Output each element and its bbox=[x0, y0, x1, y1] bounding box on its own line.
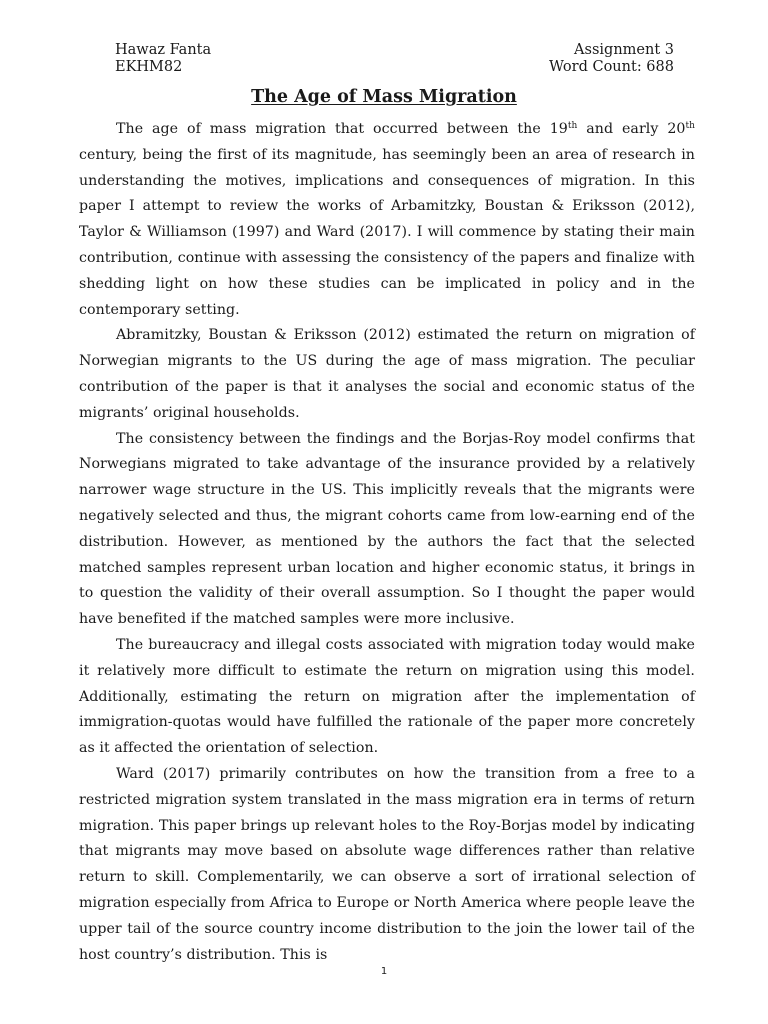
page-title: The Age of Mass Migration bbox=[251, 87, 517, 107]
paragraph-5: Ward (2017) primarily contributes on how the transition from a free to a restricted migration system translated in the mass migration era in terms of return migration. This paper brings up relevant holes to the Roy-Borjas model by indicating that migrants may move based on absolute wage differences rather than relative return to skill. Complementarily, we can observe a sort of irrational selection of migration especially from Africa to Europe or North America where people leave the upper tail of the source country income distribution to the join the lower tail of the host country’s distribution. This is bbox=[79, 765, 695, 963]
paragraph-3: The consistency between the findings and the Borjas-Roy model confirms that Norwegians migrated to take advantage of the insurance provided by a relatively narrower wage structure in the US. This implicitly reveals that the migrants were negatively selected and thus, the migrant cohorts came from low-earning end of the distribution. However, as mentioned by the authors the fact that the selected matched samples represent urban location and higher economic status, it brings in to question the validity of their overall assumption. So I thought the paper would have benefited if the matched samples were more inclusive. bbox=[79, 430, 695, 628]
paragraph-1-text-c: century, being the first of its magnitude, has seemingly been an area of research in understanding the motives, implications and consequences of migration. In this paper I attempt to review the works of Arbamitzky, Boustan & Eriksson (2012), Taylor & Williamson (1997) and Ward (2017). I will commence by stating their main contribution, continue with assessing the consistency of the papers and finalize with shedding light on how these studies can be implicated in policy and in the contemporary setting. bbox=[79, 146, 695, 318]
assignment-label: Assignment 3 bbox=[574, 42, 674, 58]
header-right-block bbox=[549, 42, 674, 76]
course-code: EKHM82 bbox=[115, 59, 183, 75]
ordinal-suffix-20th: th bbox=[685, 121, 695, 131]
ordinal-suffix-19th: th bbox=[567, 121, 578, 131]
paragraph-4: The bureaucracy and illegal costs associated with migration today would make it relatively more difficult to estimate the return on migration using this model. Additionally, estimating the return on migration after the implementation of immigration-quotas would have fulfilled the rationale of the paper more concretely as it affected the orientation of selection. bbox=[79, 636, 695, 757]
author-name: Hawaz Fanta bbox=[115, 42, 212, 58]
paragraph-1 bbox=[79, 117, 695, 323]
header-left-block bbox=[115, 42, 211, 76]
document-body bbox=[79, 117, 695, 968]
page-number: 1 bbox=[380, 966, 388, 977]
paragraph-1-text-a: The age of mass migration that occurred between the 19 bbox=[116, 121, 568, 137]
paragraph-2: Abramitzky, Boustan & Eriksson (2012) estimated the return on migration of Norwegian migrants to the US during the age of mass migration. The peculiar contribution of the paper is that it analyses the social and economic status of the migrants’ original households. bbox=[79, 327, 695, 421]
word-count: Word Count: 688 bbox=[549, 59, 674, 75]
paragraph-1-text-b: and early 20 bbox=[577, 121, 686, 137]
